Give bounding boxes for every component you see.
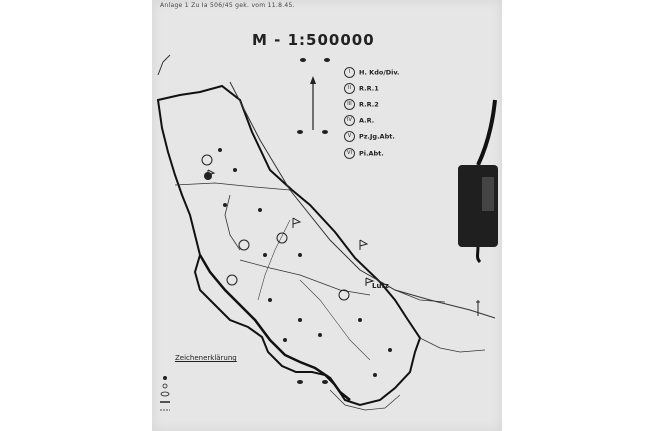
legend-label: R.R.2 bbox=[359, 100, 379, 109]
legend-item bbox=[344, 148, 384, 159]
legend-number: IV bbox=[344, 115, 355, 126]
legend-item bbox=[344, 67, 400, 78]
legend-number: III bbox=[344, 99, 355, 110]
document-caption: Anlage 1 Zu Ia 506/45 gek. vom 11.8.45. bbox=[160, 2, 295, 9]
legend-item bbox=[344, 131, 395, 142]
legend-label: R.R.1 bbox=[359, 84, 379, 93]
legend-item bbox=[344, 83, 379, 94]
legend-number: V bbox=[344, 131, 355, 142]
legend-item bbox=[344, 99, 379, 110]
legend-label: Pz.Jg.Abt. bbox=[359, 132, 395, 141]
legend-item bbox=[344, 115, 374, 126]
legend-number: II bbox=[344, 83, 355, 94]
legend-number: VI bbox=[344, 148, 355, 159]
legend-label: A.R. bbox=[359, 116, 375, 125]
legend-label: Pi.Abt. bbox=[359, 149, 384, 158]
legend-label: H. Kdo/Div. bbox=[359, 68, 400, 77]
legend-number: I bbox=[344, 67, 355, 78]
key-title: Zeichenerklärung bbox=[175, 354, 237, 362]
device-display bbox=[482, 177, 494, 211]
town-label: Lutz bbox=[372, 282, 389, 290]
handheld-device bbox=[458, 165, 498, 247]
map-scale: M - 1:500000 bbox=[252, 31, 375, 49]
